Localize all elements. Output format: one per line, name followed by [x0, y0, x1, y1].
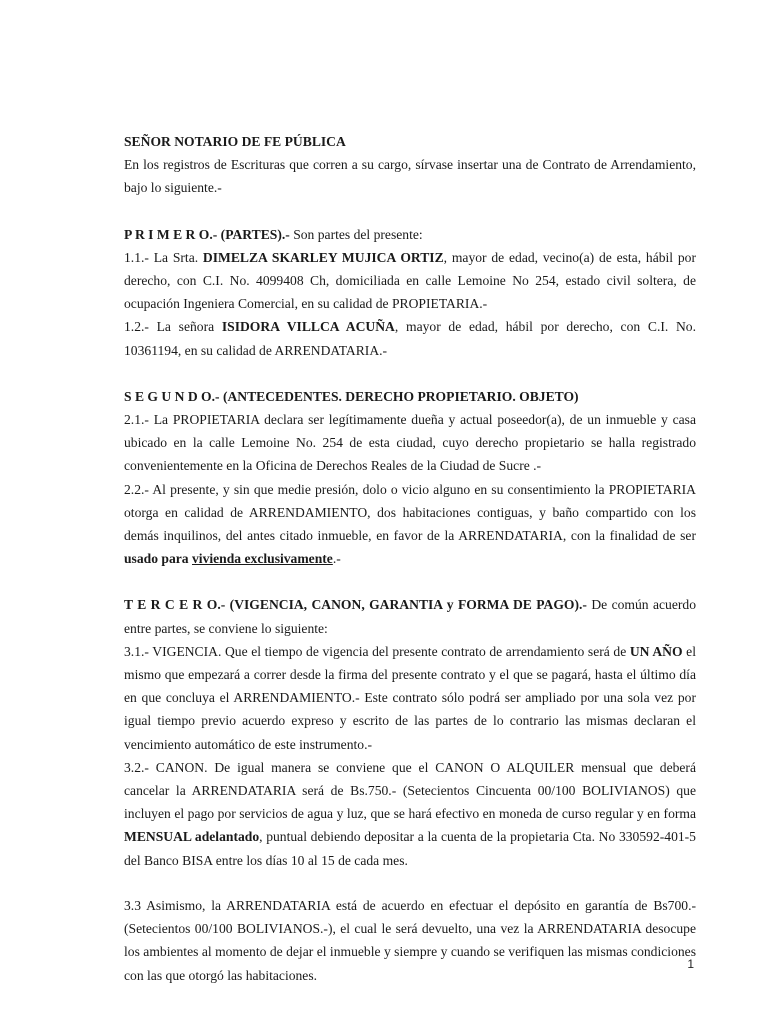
clause-2-2: 2.2.- Al presente, y sin que medie presión, dolo o vicio alguno en su consentimiento la PROPIETARIA otorga en calidad de ARRENDAMIENTO, dos habitaciones contiguas, y baño compartido con los demás inquilinos, del antes citado inmueble, en favor de la ARRENDATARIA, con la finalidad de ser usado para vivienda exclusivamente.-: [124, 481, 696, 567]
clause-1-1: 1.1.- La Srta. DIMELZA SKARLEY MUJICA ORTIZ, mayor de edad, vecino(a) de esta, hábil por derecho, con C.I. No. 4099408 Ch, domiciliada en calle Lemoine No 254, estado civil soltera, de ocupación Ingeniera Comercial, en su calidad de PROPIETARIA.-: [124, 249, 696, 312]
intro: En los registros de Escrituras que corren a su cargo, sírvase insertar una de Contrato de Arrendamiento, bajo lo siguiente.-: [124, 157, 696, 196]
heading: SEÑOR NOTARIO DE FE PÚBLICA: [124, 134, 346, 149]
primero-heading: P R I M E R O.- (PARTES).- Son partes del presente:: [124, 226, 423, 242]
clause-3-1: 3.1.- VIGENCIA. Que el tiempo de vigencia del presente contrato de arrendamiento será de UN AÑO el mismo que empezará a correr desde la firma del presente contrato y el que se pagará, hasta el último día en que concluya el ARRENDAMIENTO.- Este contrato sólo podrá ser ampliado por una sola vez por igual tiempo previo acuerdo expreso y escrito de las partes de lo contrario las mismas declaran el vencimiento automático de este instrumento.-: [124, 643, 696, 752]
clause-1-2: 1.2.- La señora ISIDORA VILLCA ACUÑA, mayor de edad, hábil por derecho, con C.I. No. 10361194, en su calidad de ARRENDATARIA.-: [124, 319, 696, 358]
page-number: 1: [687, 957, 694, 971]
clause-3-2: 3.2.- CANON. De igual manera se conviene que el CANON O ALQUILER mensual que deberá cancelar la ARRENDATARIA será de Bs.750.- (Setecientos Cincuenta 00/100 BOLIVIANOS) que incluyen el pago por servicios de agua y luz, que se hará efectivo en moneda de curso regular y en forma MENSUAL adelantado, puntual debiendo depositar a la cuenta de la propietaria Cta. No 330592-401-5 del Banco BISA entre los días 10 al 15 de cada mes.: [124, 759, 696, 868]
segundo-heading: S E G U N D O.- (ANTECEDENTES. DERECHO PROPIETARIO. OBJETO): [124, 388, 579, 404]
tercero-heading: T E R C E R O.- (VIGENCIA, CANON, GARANTIA y FORMA DE PAGO).- De común acuerdo entre partes, se conviene lo siguiente:: [124, 597, 696, 636]
clause-2-1: 2.1.- La PROPIETARIA declara ser legítimamente dueña y actual poseedor(a), de un inmueble y casa ubicado en la calle Lemoine No. 254 de esta ciudad, cuyo derecho propietario se halla registrado convenientemente en la Oficina de Derechos Reales de la Ciudad de Sucre .-: [124, 412, 696, 474]
clause-3-3: 3.3 Asimismo, la ARRENDATARIA está de acuerdo en efectuar el depósito en garantía de Bs700.- (Setecientos 00/100 BOLIVIANOS.-), el cual le será devuelto, una vez la ARRENDATARIA desocupe los ambientes al momento de dejar el inmueble y siempre y cuando se verifiquen las mismas condiciones con las que otorgó las habitaciones.: [124, 897, 696, 983]
